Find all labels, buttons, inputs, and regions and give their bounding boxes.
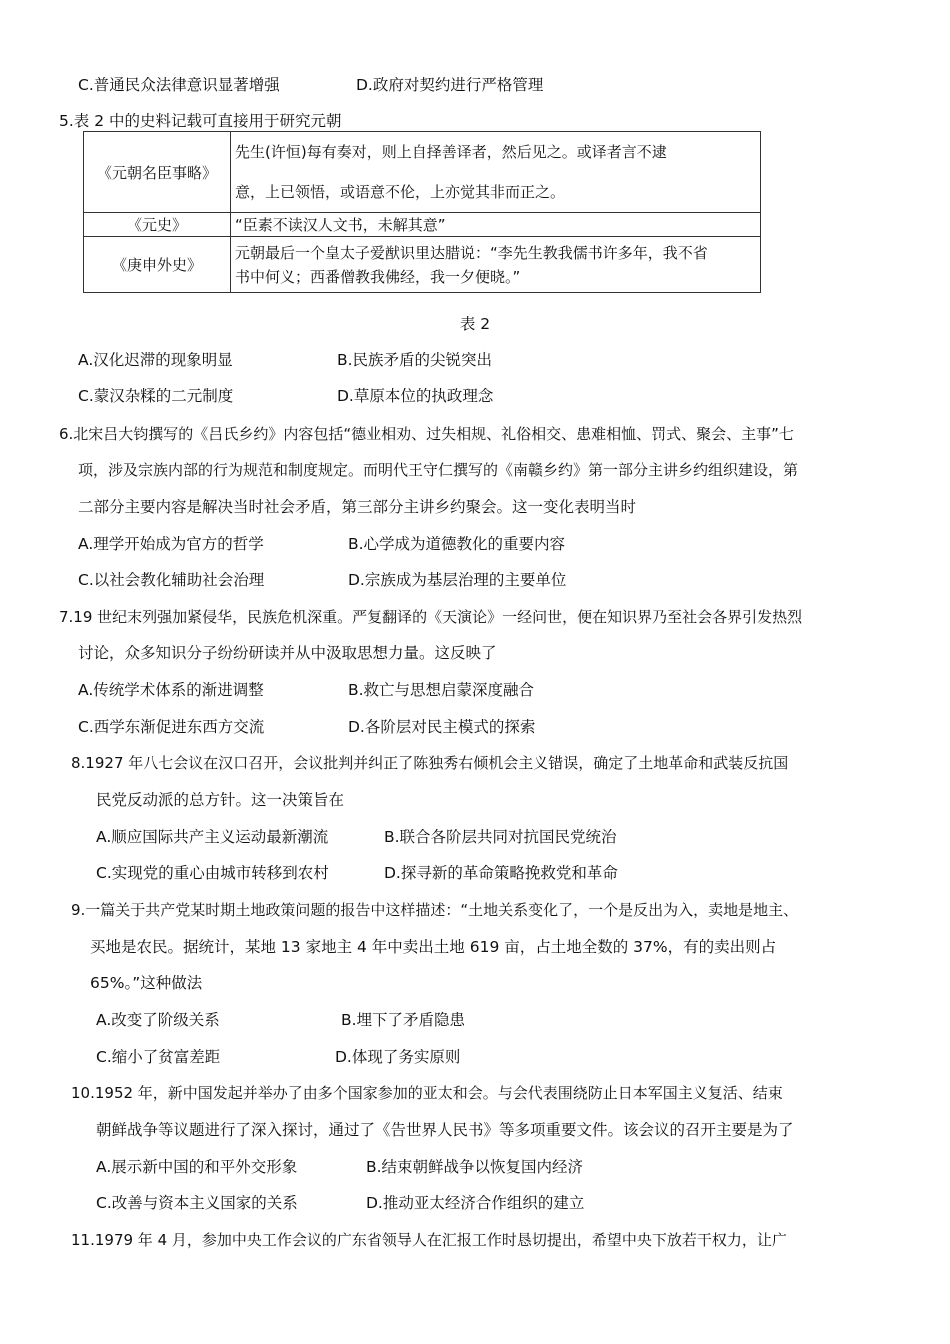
q8-option-b: B.联合各阶层共同对抗国民党统治 bbox=[384, 828, 617, 846]
q9-stem-line1: 9.一篇关于共产党某时期土地政策问题的报告中这样描述：“土地关系变化了，一个是反出为入，卖地是地主、 bbox=[71, 901, 799, 919]
q6-option-d: D.宗族成为基层治理的主要单位 bbox=[348, 571, 567, 589]
q6-stem-line2: 项，涉及宗族内部的行为规范和制度规定。而明代王守仁撰写的《南赣乡约》第一部分主讲乡约组织建设，第 bbox=[78, 461, 799, 479]
table-row bbox=[84, 237, 761, 293]
q10-option-a: A.展示新中国的和平外交形象 bbox=[96, 1158, 298, 1176]
q10-stem-line2: 朝鲜战争等议题进行了深入探讨，通过了《告世界人民书》等多项重要文件。该会议的召开主要是为了 bbox=[96, 1121, 794, 1139]
q7-option-a: A.传统学术体系的渐进调整 bbox=[78, 681, 264, 699]
table-row bbox=[84, 213, 761, 237]
q9-option-b: B.埋下了矛盾隐患 bbox=[341, 1011, 466, 1029]
q5-stem: 5.表 2 中的史料记载可直接用于研究元朝 bbox=[59, 112, 342, 130]
q8-option-d: D.探寻新的革命策略挽救党和革命 bbox=[384, 864, 618, 882]
table-text-line: 先生(许恒)每有奏对，则上自择善译者，然后见之。或译者言不逮 bbox=[235, 143, 667, 161]
q7-stem-line2: 讨论，众多知识分子纷纷研读并从中汲取思想力量。这反映了 bbox=[78, 644, 497, 662]
q5-option-a: A.汉化迟滞的现象明显 bbox=[78, 351, 233, 369]
table-text-line: 书中何义；西番僧教我佛经，我一夕便晓。” bbox=[235, 267, 521, 286]
q6-option-c: C.以社会教化辅助社会治理 bbox=[78, 571, 265, 589]
table-source-name: 《元史》 bbox=[84, 213, 231, 237]
q4-option-d: D.政府对契约进行严格管理 bbox=[356, 76, 544, 94]
table-source-text bbox=[231, 132, 761, 213]
table-caption: 表 2 bbox=[459, 315, 491, 333]
q7-option-d: D.各阶层对民主模式的探索 bbox=[348, 718, 536, 736]
q5-option-c: C.蒙汉杂糅的二元制度 bbox=[78, 387, 234, 405]
q5-option-d: D.草原本位的执政理念 bbox=[337, 387, 494, 405]
table-text-line: 元朝最后一个皇太子爱猷识里达腊说：“李先生教我儒书许多年，我不省 bbox=[235, 243, 708, 262]
q10-option-b: B.结束朝鲜战争以恢复国内经济 bbox=[366, 1158, 584, 1176]
q9-option-c: C.缩小了贫富差距 bbox=[96, 1048, 221, 1066]
q4-option-c: C.普通民众法律意识显著增强 bbox=[78, 76, 280, 94]
q6-option-b: B.心学成为道德教化的重要内容 bbox=[348, 535, 566, 553]
q8-stem-line2: 民党反动派的总方针。这一决策旨在 bbox=[96, 791, 345, 809]
q7-option-b: B.救亡与思想启蒙深度融合 bbox=[348, 681, 535, 699]
q8-option-a: A.顺应国际共产主义运动最新潮流 bbox=[96, 828, 329, 846]
q6-stem-line1: 6.北宋吕大钧撰写的《吕氏乡约》内容包括“德业相劝、过失相规、礼俗相交、患难相恤、罚式、聚会、主事”七 bbox=[59, 425, 794, 443]
q8-option-c: C.实现党的重心由城市转移到农村 bbox=[96, 864, 329, 882]
table-source-text: “臣素不读汉人文书，未解其意” bbox=[231, 213, 761, 237]
q10-option-c: C.改善与资本主义国家的关系 bbox=[96, 1194, 298, 1212]
table-text-line: 意，上已领悟，或语意不伦，上亦觉其非而正之。 bbox=[235, 183, 566, 201]
table-row bbox=[84, 132, 761, 213]
q6-option-a: A.理学开始成为官方的哲学 bbox=[78, 535, 264, 553]
q9-option-d: D.体现了务实原则 bbox=[335, 1048, 461, 1066]
q9-stem-line2: 买地是农民。据统计，某地 13 家地主 4 年中卖出土地 619 亩，占土地全数的 37%，有的卖出则占 bbox=[90, 938, 777, 956]
q10-stem-line1: 10.1952 年，新中国发起并举办了由多个国家参加的亚太和会。与会代表围绕防止日本军国主义复活、结束 bbox=[71, 1084, 783, 1102]
source-table bbox=[83, 131, 761, 293]
q11-stem-line1: 11.1979 年 4 月，参加中央工作会议的广东省领导人在汇报工作时恳切提出，希望中央下放若干权力，让广 bbox=[71, 1231, 787, 1249]
q8-stem-line1: 8.1927 年八七会议在汉口召开，会议批判并纠正了陈独秀右倾机会主义错误，确定了土地革命和武装反抗国 bbox=[71, 754, 789, 772]
q7-option-c: C.西学东渐促进东西方交流 bbox=[78, 718, 265, 736]
q7-stem-line1: 7.19 世纪末列强加紧侵华，民族危机深重。严复翻译的《天演论》一经问世，便在知识界乃至社会各界引发热烈 bbox=[59, 608, 803, 626]
q9-option-a: A.改变了阶级关系 bbox=[96, 1011, 220, 1029]
table-source-name: 《庚申外史》 bbox=[84, 237, 231, 293]
q6-stem-line3: 二部分主要内容是解决当时社会矛盾，第三部分主讲乡约聚会。这一变化表明当时 bbox=[78, 498, 637, 516]
q10-option-d: D.推动亚太经济合作组织的建立 bbox=[366, 1194, 585, 1212]
q9-stem-line3: 65%。”这种做法 bbox=[90, 974, 203, 992]
table-source-name: 《元朝名臣事略》 bbox=[84, 132, 231, 213]
table-source-text bbox=[231, 237, 761, 293]
q5-option-b: B.民族矛盾的尖锐突出 bbox=[337, 351, 493, 369]
